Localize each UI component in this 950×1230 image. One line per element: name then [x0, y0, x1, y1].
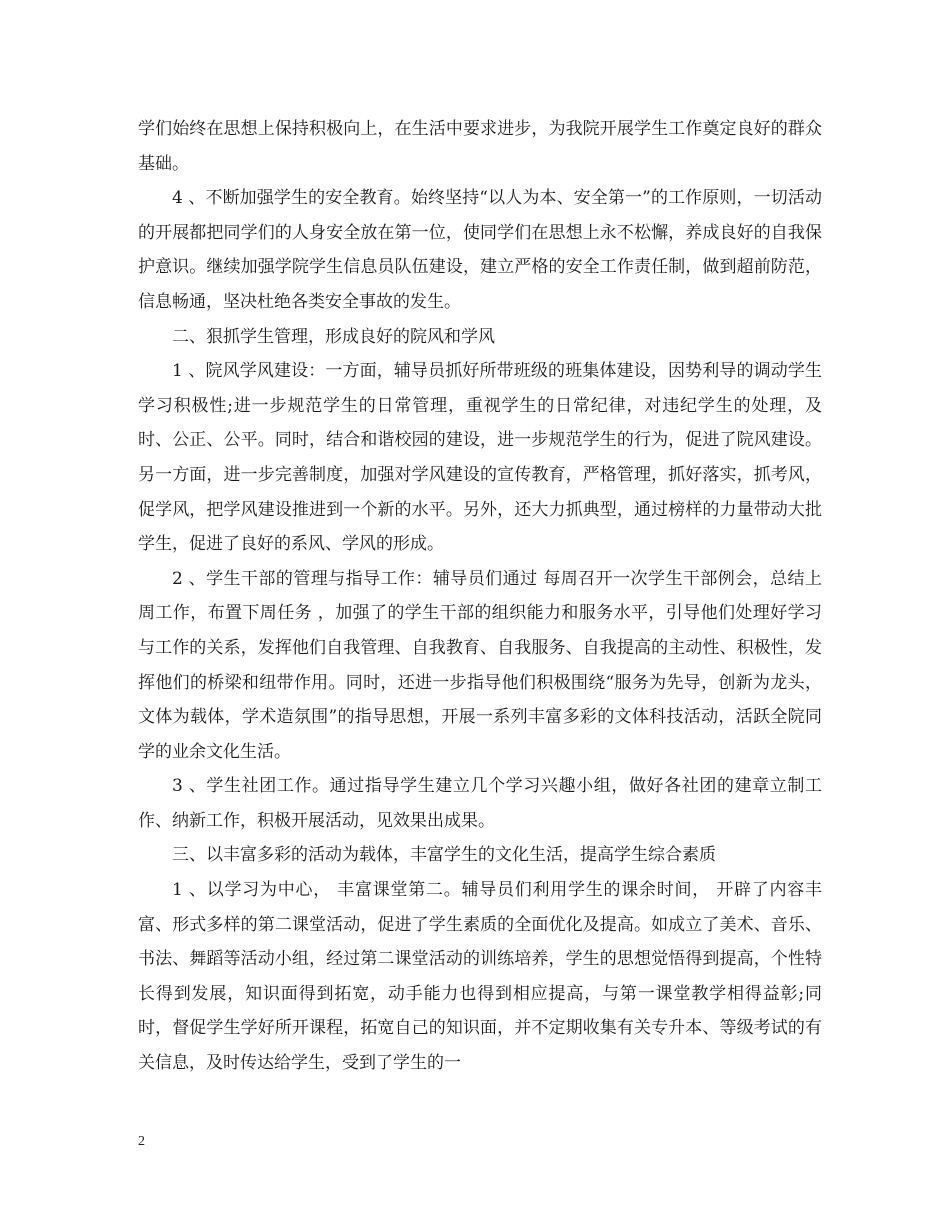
body-text: [138, 112, 822, 1081]
paragraph-style-building: 1 、院风学风建设：一方面，辅导员抓好所带班级的班集体建设，因势利导的调动学生学习积极性;进一步规范学生的日常管理，重视学生的日常纪律，对违纪学生的处理，及时、公正、公平。同时，结合和谐校园的建设，进一步规范学生的行为，促进了院风建设。另一方面，进一步完善制度，加强对学风建设的宣传教育，严格管理，抓好落实，抓考风，促学风，把学风建设推进到一个新的水平。另外，还大力抓典型，通过榜样的力量带动大批学生，促进了良好的系风、学风的形成。: [138, 361, 822, 555]
paragraph-cadre-guidance: 2 、学生干部的管理与指导工作：辅导员们通过 每周召开一次学生干部例会，总结上周工作，布置下周任务 ，加强了的学生干部的组织能力和服务水平，引导他们处理好学习与工作的关系，发挥他们自我管理、自我教育、自我服务、自我提高的主动性、积极性，发挥他们的桥梁和纽带作用。同时，还进一步指导他们积极围绕“服务为先导，创新为龙头，文体为载体，学术造氛围”的指导思想，开展一系列丰富多彩的文体科技活动，活跃全院同学的业余文化生活。: [138, 568, 822, 762]
section-heading-management: 二、狠抓学生管理，形成良好的院风和学风: [172, 326, 495, 347]
section-heading-activities: 三、以丰富多彩的活动为载体，丰富学生的文化生活，提高学生综合素质: [172, 845, 716, 866]
paragraph-student-clubs: 3 、学生社团工作。通过指导学生建立几个学习兴趣小组，做好各社团的建章立制工作、纳新工作，积极开展活动，见效果出成果。: [138, 776, 822, 831]
page-number: 2: [138, 1134, 145, 1149]
paragraph-second-classroom: 1 、以学习为中心， 丰富课堂第二。辅导员们利用学生的课余时间， 开辟了内容丰富、形式多样的第二课堂活动，促进了学生素质的全面优化及提高。如成立了美术、音乐、书法、舞蹈等活动小组，经过第二课堂活动的训练培养，学生的思想觉悟得到提高，个性特长得到发展，知识面得到拓宽，动手能力也得到相应提高，与第一课堂教学相得益彰;同时，督促学生学好所开课程，拓宽自己的知识面，并不定期收集有关专升本、等级考试的有关信息，及时传达给学生，受到了学生的一: [138, 880, 822, 1074]
paragraph-continuation: 学们始终在思想上保持积极向上，在生活中要求进步，为我院开展学生工作奠定良好的群众基础。: [138, 119, 822, 174]
paragraph-safety-education: 4 、不断加强学生的安全教育。始终坚持“以人为本、安全第一”的工作原则，一切活动的开展都把同学们的人身安全放在第一位，使同学们在思想上永不松懈，养成良好的自我保护意识。继续加强学院学生信息员队伍建设，建立严格的安全工作责任制，做到超前防范，信息畅通，坚决杜绝各类安全事故的发生。: [138, 188, 822, 312]
